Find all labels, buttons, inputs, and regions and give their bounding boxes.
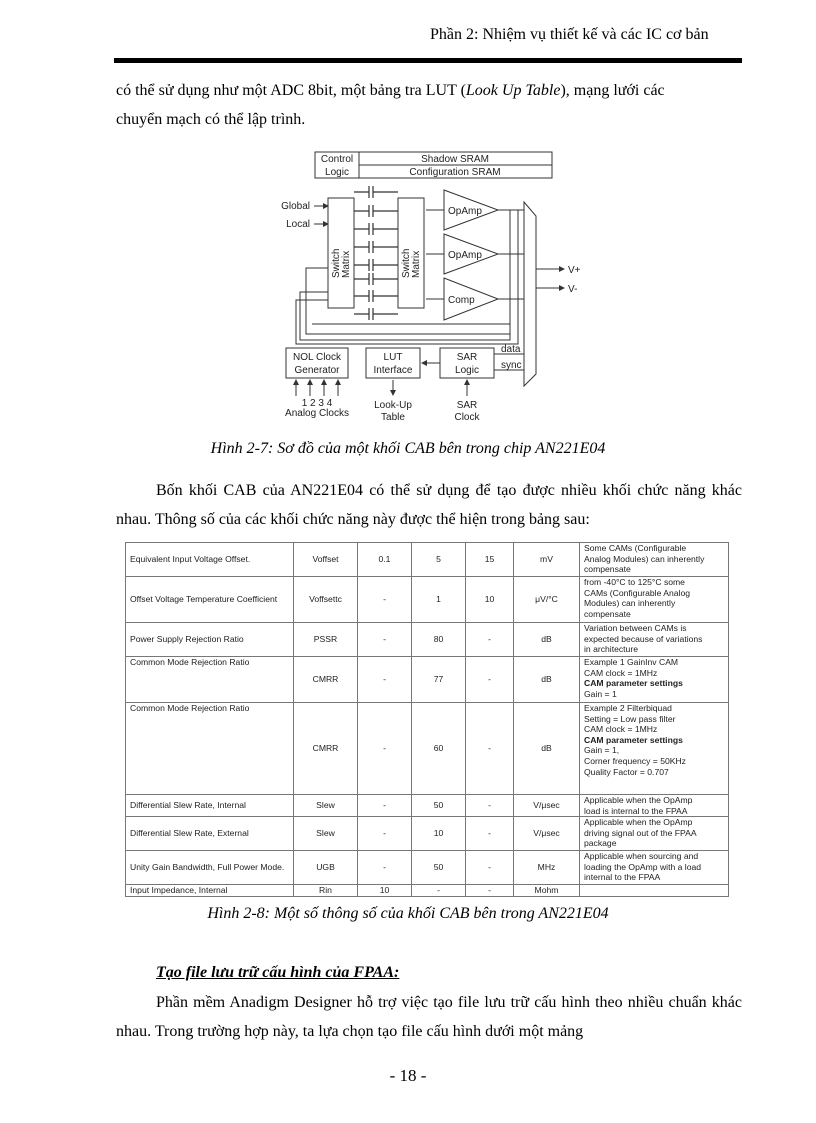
label-opamp-1: OpAmp — [448, 206, 482, 217]
min-cell: - — [358, 851, 412, 885]
min-cell: - — [358, 623, 412, 657]
min-cell: - — [358, 577, 412, 623]
min-cell: 10 — [358, 885, 412, 897]
note-line: CAM clock = 1MHz — [584, 667, 658, 678]
notes-cell — [580, 577, 729, 623]
paragraph-3: Phần mềm Anadigm Designer hỗ trợ việc tạo file lưu trữ cấu hình theo nhiều chuẩn khác nhau. Trong trường hợp này, ta lựa chọn tạo file cấu hình dưới một mảng — [116, 994, 742, 1040]
typ-cell: 77 — [412, 657, 466, 703]
unit-cell: MHz — [514, 851, 580, 885]
note-line: Example 1 GainInv CAM — [584, 657, 679, 667]
cab-block-diagram — [270, 148, 590, 430]
notes-cell — [580, 657, 729, 703]
intro-term: Look Up Table — [465, 82, 561, 99]
note-line: Applicable when the OpAmp — [584, 795, 693, 805]
symbol-cell: CMRR — [294, 703, 358, 795]
label-lut-1: LUT — [383, 352, 403, 363]
param-cell: Equivalent Input Voltage Offset. — [126, 543, 294, 577]
label-nol-1: NOL Clock — [293, 352, 341, 363]
header-rule — [114, 58, 742, 63]
note-line: Variation between CAMs is — [584, 623, 687, 633]
min-cell: 0.1 — [358, 543, 412, 577]
label-lookup-2: Table — [381, 412, 405, 423]
unit-cell: V/μsec — [514, 817, 580, 851]
label-sar-2: Logic — [455, 365, 479, 376]
typ-cell: - — [412, 885, 466, 897]
note-line: CAMs (Configurable Analog — [584, 587, 691, 598]
param-cell: Differential Slew Rate, Internal — [126, 795, 294, 817]
label-vplus: V+ — [568, 265, 581, 276]
note-line: driving signal out of the FPAA — [584, 827, 697, 838]
min-cell: - — [358, 795, 412, 817]
note-line: Modules) can inherently — [584, 598, 676, 609]
note-line: compensate — [584, 564, 631, 575]
unit-cell: mV — [514, 543, 580, 577]
symbol-cell: Rin — [294, 885, 358, 897]
typ-cell: 80 — [412, 623, 466, 657]
table-row — [126, 885, 729, 897]
note-line: CAM parameter settings — [584, 734, 683, 745]
label-shadow-sram: Shadow SRAM — [421, 154, 489, 165]
label-sync: sync — [501, 360, 522, 371]
note-line: load is internal to the FPAA — [584, 805, 688, 816]
notes-cell — [580, 703, 729, 795]
label-matrix-right: Matrix — [411, 250, 422, 278]
notes-cell — [580, 543, 729, 577]
typ-cell: 50 — [412, 851, 466, 885]
figure-caption-1: Hình 2-7: Sơ đồ của một khối CAB bên trong chip AN221E04 — [210, 440, 606, 457]
max-cell: - — [466, 703, 514, 795]
label-local: Local — [286, 219, 310, 230]
label-logic: Logic — [325, 167, 349, 178]
param-cell: Common Mode Rejection Ratio — [126, 703, 294, 795]
label-opamp-2: OpAmp — [448, 250, 482, 261]
note-line: Analog Modules) can inherently — [584, 553, 705, 564]
intro-paragraph — [116, 76, 742, 134]
note-line: expected because of variations — [584, 633, 703, 644]
param-cell: Differential Slew Rate, External — [126, 817, 294, 851]
label-config-sram: Configuration SRAM — [409, 167, 501, 178]
label-lut-2: Interface — [373, 365, 413, 376]
label-switch-right: Switch — [401, 248, 412, 278]
note-line: Applicable when the OpAmp — [584, 817, 693, 828]
note-line: Quality Factor = 0.707 — [584, 766, 669, 777]
page-number: - 18 - — [389, 1066, 427, 1085]
note-line: internal to the FPAA — [584, 872, 661, 883]
label-sar-clock-1: SAR — [456, 400, 478, 411]
page-header: Phần 2: Nhiệm vụ thiết kế và các IC cơ bản — [430, 26, 709, 43]
unit-cell: μV/°C — [514, 577, 580, 623]
table-row — [126, 623, 729, 657]
min-cell: - — [358, 703, 412, 795]
param-cell: Power Supply Rejection Ratio — [126, 623, 294, 657]
label-comp: Comp — [448, 295, 475, 306]
label-sar-clock-2: Clock — [454, 412, 480, 423]
note-line: Gain = 1, — [584, 745, 620, 756]
param-cell: Common Mode Rejection Ratio — [126, 657, 294, 703]
max-cell: - — [466, 851, 514, 885]
note-line: Some CAMs (Configurable — [584, 543, 687, 553]
notes-cell — [580, 623, 729, 657]
typ-cell: 5 — [412, 543, 466, 577]
label-control: Control — [320, 154, 354, 165]
symbol-cell: Slew — [294, 795, 358, 817]
symbol-cell: Slew — [294, 817, 358, 851]
param-cell: Unity Gain Bandwidth, Full Power Mode. — [126, 851, 294, 885]
intro-text-1: có thể sử dụng như một ADC 8bit, một bảng tra LUT ( — [116, 82, 466, 99]
note-line: Setting = Low pass filter — [584, 713, 676, 724]
typ-cell: 60 — [412, 703, 466, 795]
symbol-cell: CMRR — [294, 657, 358, 703]
param-cell: Offset Voltage Temperature Coefficient — [126, 577, 294, 623]
figure-caption-2: Hình 2-8: Một số thông số của khối CAB bên trong AN221E04 — [207, 905, 609, 922]
table-row — [126, 657, 729, 703]
section-subheading: Tạo file lưu trữ cấu hình của FPAA: — [156, 964, 400, 981]
symbol-cell: UGB — [294, 851, 358, 885]
symbol-cell: Voffsettc — [294, 577, 358, 623]
param-cell: Input Impedance, Internal — [126, 885, 294, 897]
table-row — [126, 817, 729, 851]
typ-cell: 10 — [412, 817, 466, 851]
notes-cell — [580, 795, 729, 817]
note-line: Example 2 Filterbiquad — [584, 703, 672, 713]
table-row — [126, 543, 729, 577]
max-cell: - — [466, 795, 514, 817]
max-cell: - — [466, 657, 514, 703]
table-row — [126, 703, 729, 795]
unit-cell: dB — [514, 623, 580, 657]
output-mux — [524, 202, 536, 386]
note-line: compensate — [584, 608, 631, 619]
note-line: Gain = 1 — [584, 688, 617, 699]
note-line: in architecture — [584, 644, 638, 655]
unit-cell: V/μsec — [514, 795, 580, 817]
typ-cell: 1 — [412, 577, 466, 623]
notes-cell — [580, 885, 729, 897]
label-data: data — [501, 344, 521, 355]
note-line: CAM clock = 1MHz — [584, 724, 658, 735]
table-row — [126, 851, 729, 885]
note-line: from -40°C to 125°C some — [584, 577, 685, 587]
note-line: Corner frequency = 50KHz — [584, 755, 686, 766]
min-cell: - — [358, 817, 412, 851]
note-line: CAM parameter settings — [584, 678, 683, 689]
unit-cell: dB — [514, 657, 580, 703]
symbol-cell: Voffset — [294, 543, 358, 577]
cab-parameters-table — [125, 542, 729, 897]
typ-cell: 50 — [412, 795, 466, 817]
label-nol-2: Generator — [294, 365, 340, 376]
symbol-cell: PSSR — [294, 623, 358, 657]
intro-text-3: chuyển mạch có thể lập trình. — [116, 111, 306, 128]
label-global: Global — [281, 201, 310, 212]
note-line: Applicable when sourcing and — [584, 851, 699, 862]
intro-text-2: ), mạng lưới các — [560, 82, 665, 99]
capacitor-array — [354, 186, 398, 320]
max-cell: 15 — [466, 543, 514, 577]
table-row — [126, 577, 729, 623]
max-cell: 10 — [466, 577, 514, 623]
max-cell: - — [466, 623, 514, 657]
max-cell: - — [466, 885, 514, 897]
label-switch-left: Switch — [331, 248, 342, 278]
unit-cell: Mohm — [514, 885, 580, 897]
table-row — [126, 795, 729, 817]
note-line: package — [584, 838, 617, 849]
label-lookup-1: Look-Up — [374, 400, 412, 411]
paragraph-2: Bốn khối CAB của AN221E04 có thể sử dụng để tạo được nhiều khối chức năng khác nhau. Thông số của các khối chức năng này được thể hiện trong bảng sau: — [116, 482, 742, 528]
max-cell: - — [466, 817, 514, 851]
label-clock-numbers: 1 2 3 4 — [301, 398, 333, 409]
unit-cell: dB — [514, 703, 580, 795]
label-matrix-left: Matrix — [341, 250, 352, 278]
label-analog-clocks: Analog Clocks — [285, 408, 349, 419]
min-cell: - — [358, 657, 412, 703]
label-sar-1: SAR — [456, 352, 478, 363]
notes-cell — [580, 851, 729, 885]
notes-cell — [580, 817, 729, 851]
note-line: loading the OpAmp with a load — [584, 861, 702, 872]
label-vminus: V- — [568, 284, 578, 295]
